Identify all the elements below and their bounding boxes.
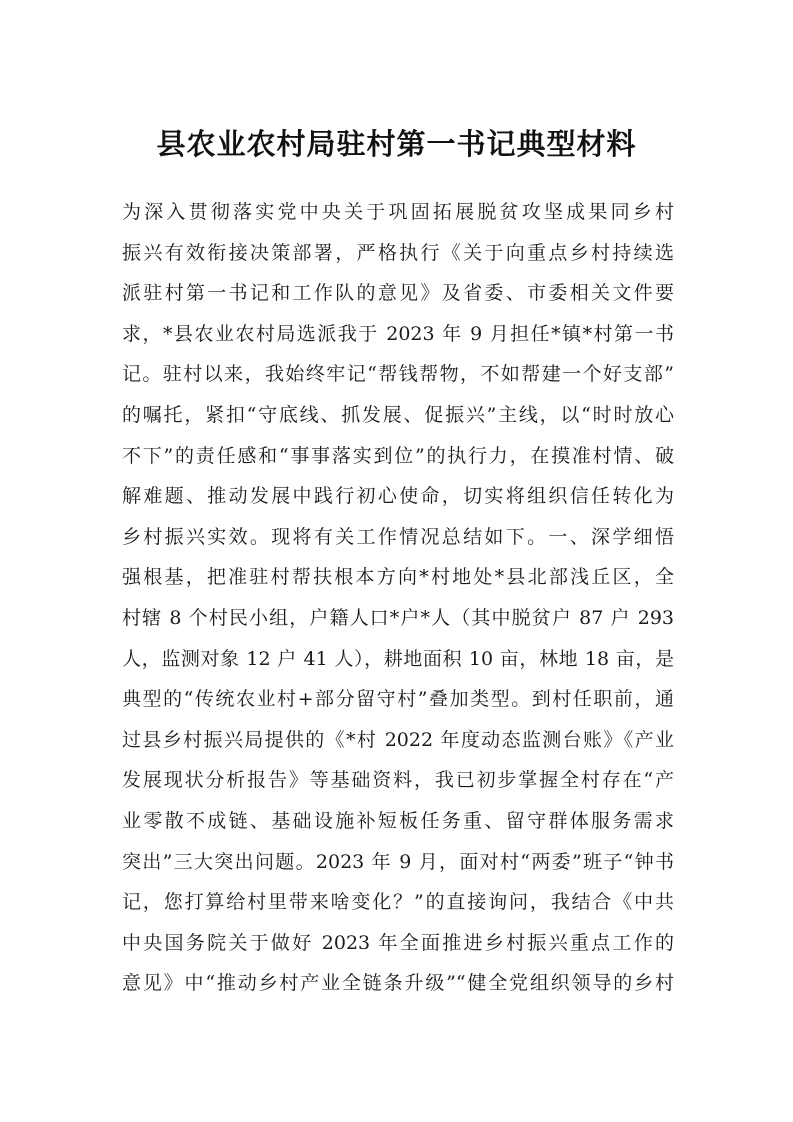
body-line: 强根基，把准驻村帮扶根本方向*村地处*县北部浅丘区，全 [122, 566, 674, 589]
body-line: 的嘱托，紧扣“守底线、抓发展、促振兴”主线，以“时时放心 [122, 403, 674, 426]
body-line: 意见》中“推动乡村产业全链条升级”“健全党组织领导的乡村 [122, 972, 674, 995]
body-line: 业零散不成链、基础设施补短板任务重、留守群体服务需求 [122, 809, 674, 832]
body-line: 中央国务院关于做好 2023 年全面推进乡村振兴重点工作的 [122, 931, 674, 954]
body-line: 过县乡村振兴局提供的《*村 2022 年度动态监测台账》《产业 [122, 728, 674, 751]
body-line: 乡村振兴实效。现将有关工作情况总结如下。一、深学细悟 [122, 525, 674, 548]
body-line: 记。驻村以来，我始终牢记“帮钱帮物，不如帮建一个好支部” [122, 363, 674, 386]
body-line: 不下”的责任感和“事事落实到位”的执行力，在摸准村情、破 [122, 444, 674, 467]
body-line: 振兴有效衔接决策部署，严格执行《关于向重点乡村持续选 [122, 241, 674, 264]
body-line: 解难题、推动发展中践行初心使命，切实将组织信任转化为 [122, 485, 674, 508]
body-line: 村辖 8 个村民小组，户籍人口*户*人（其中脱贫户 87 户 293 [122, 606, 674, 629]
document-body [122, 192, 674, 1004]
body-line: 人，监测对象 12 户 41 人），耕地面积 10 亩，林地 18 亩，是 [122, 647, 674, 670]
body-line: 为深入贯彻落实党中央关于巩固拓展脱贫攻坚成果同乡村 [122, 201, 674, 223]
document-title: 县农业农村局驻村第一书记典型材料 [156, 127, 637, 161]
body-line: 派驻村第一书记和工作队的意见》及省委、市委相关文件要 [122, 282, 674, 305]
body-line: 突出”三大突出问题。2023 年 9 月，面对村“两委”班子“钟书 [122, 850, 674, 873]
body-line: 记，您打算给村里带来啥变化？”的直接询问，我结合《中共 [122, 891, 674, 914]
body-line: 典型的“传统农业村+部分留守村”叠加类型。到村任职前，通 [122, 688, 674, 711]
body-line: 求，*县农业农村局选派我于 2023 年 9 月担任*镇*村第一书 [122, 322, 674, 345]
body-line: 发展现状分析报告》等基础资料，我已初步掌握全村存在“产 [122, 769, 674, 792]
